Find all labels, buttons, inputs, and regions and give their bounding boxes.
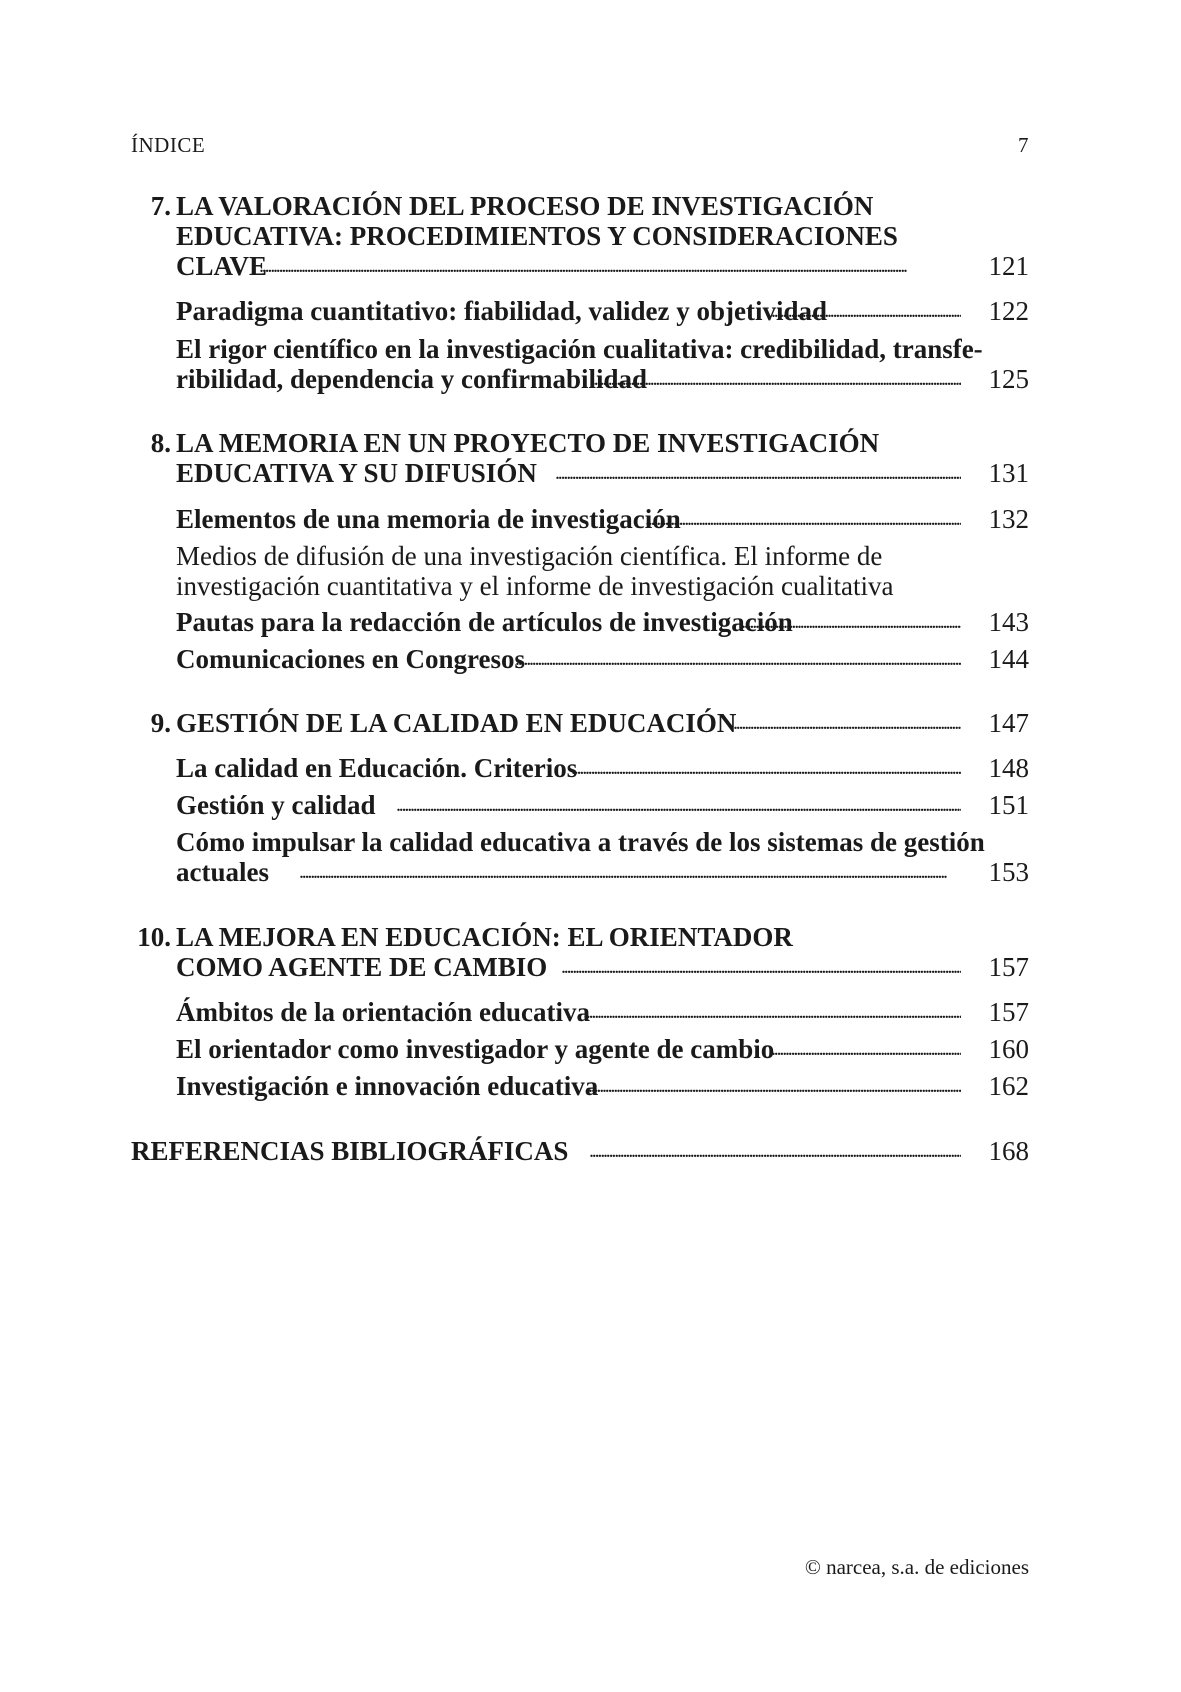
dot-leader <box>771 295 961 327</box>
toc-section-title: Comunicaciones en Congresos <box>176 644 526 674</box>
toc-page-number: 162 <box>988 1071 1029 1101</box>
dot-leader <box>589 1135 961 1167</box>
toc-page-number: 132 <box>988 504 1029 534</box>
toc-page-number: 144 <box>988 644 1029 674</box>
toc-page-number: 151 <box>988 790 1029 820</box>
dot-leader <box>771 1033 961 1065</box>
dot-leader <box>645 503 961 535</box>
toc-section-title: Investigación e innovación educativa <box>176 1071 599 1101</box>
dot-leader <box>561 951 961 983</box>
toc-section-title: Elementos de una memoria de investigación <box>176 504 681 534</box>
toc-chapter-number: 10. <box>137 922 171 952</box>
toc-section-title: El rigor científico en la investigación cualitativa: credibilidad, transfe- <box>176 334 983 364</box>
toc-page-number: 143 <box>988 607 1029 637</box>
dot-leader <box>555 457 961 489</box>
toc-chapter-title: GESTIÓN DE LA CALIDAD EN EDUCACIÓN <box>176 708 737 738</box>
dot-leader <box>733 707 961 739</box>
dot-leader <box>571 752 961 784</box>
toc-page-number: 125 <box>988 364 1029 394</box>
toc-chapter-title: EDUCATIVA: PROCEDIMIENTOS Y CONSIDERACIONES <box>176 221 898 251</box>
toc-chapter-title: EDUCATIVA Y SU DIFUSIÓN <box>176 458 537 488</box>
toc-section-title: Cómo impulsar la calidad educativa a través de los sistemas de gestión <box>176 827 985 857</box>
dot-leader <box>396 789 961 821</box>
toc-chapter-title: CLAVE <box>176 251 268 281</box>
toc-chapter-title: REFERENCIAS BIBLIOGRÁFICAS <box>131 1136 569 1166</box>
toc-section-title: Ámbitos de la orientación educativa <box>176 997 590 1027</box>
header-title: ÍNDICE <box>131 133 206 157</box>
dot-leader <box>591 363 961 395</box>
toc-page-number: 147 <box>988 708 1029 738</box>
dot-leader <box>259 250 961 282</box>
toc-chapter-title: COMO AGENTE DE CAMBIO <box>176 952 548 982</box>
toc-section-title: actuales <box>176 857 269 887</box>
dot-leader <box>515 643 961 675</box>
toc-page-number: 157 <box>988 952 1029 982</box>
toc-page-number: 122 <box>988 296 1029 326</box>
toc-page-number: 148 <box>988 753 1029 783</box>
toc-section-title: Paradigma cuantitativo: fiabilidad, validez y objetividad <box>176 296 828 326</box>
running-header <box>131 133 1029 158</box>
toc-page-number: 168 <box>988 1136 1029 1166</box>
toc-page-number: 121 <box>988 251 1029 281</box>
dot-leader <box>299 856 961 888</box>
toc-page-number: 153 <box>988 857 1029 887</box>
toc-section-title: Pautas para la redacción de artículos de investigación <box>176 607 793 637</box>
toc-chapter-number: 8. <box>150 428 171 458</box>
dot-leader <box>588 1070 961 1102</box>
toc-page-number: 157 <box>988 997 1029 1027</box>
toc-section-title: investigación cuantitativa y el informe de investigación cualitativa <box>176 571 894 601</box>
copyright-footer: © narcea, s.a. de ediciones <box>804 1555 1029 1579</box>
toc-section-title: Medios de difusión de una investigación científica. El informe de <box>176 541 883 571</box>
dot-leader <box>741 606 961 638</box>
toc-chapter-number: 7. <box>150 191 171 221</box>
toc-section-title: El orientador como investigador y agente de cambio <box>176 1034 775 1064</box>
toc-page-number: 160 <box>988 1034 1029 1064</box>
toc-chapter-title: LA VALORACIÓN DEL PROCESO DE INVESTIGACIÓN <box>176 191 874 221</box>
dot-leader <box>583 996 961 1028</box>
toc-page-number: 131 <box>988 458 1029 488</box>
toc-chapter-title: LA MEMORIA EN UN PROYECTO DE INVESTIGACIÓN <box>176 428 880 458</box>
toc-section-title: La calidad en Educación. Criterios <box>176 753 578 783</box>
toc-chapter-title: LA MEJORA EN EDUCACIÓN: EL ORIENTADOR <box>176 922 793 952</box>
toc-section-title: Gestión y calidad <box>176 790 376 820</box>
header-page-number: 7 <box>1018 133 1029 157</box>
toc-chapter-number: 9. <box>150 708 171 738</box>
toc-section-title: ribilidad, dependencia y confirmabilidad <box>176 364 648 394</box>
